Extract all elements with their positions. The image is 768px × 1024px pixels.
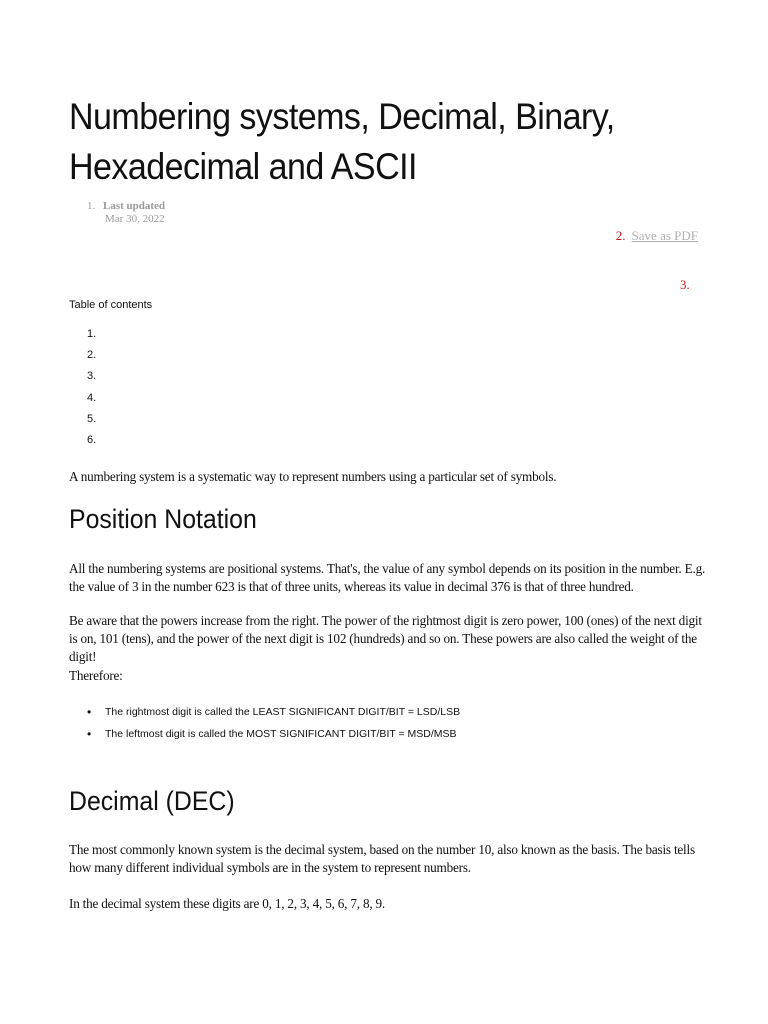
meta-number: 1. — [87, 200, 96, 212]
toc-item[interactable]: 4. — [87, 391, 97, 404]
last-updated — [87, 200, 165, 226]
decimal-paragraph-2: In the decimal system these digits are 0, 1, 2, 3, 4, 5, 6, 7, 8, 9. — [69, 896, 386, 911]
save-as-pdf-link[interactable]: Save as PDF — [631, 228, 698, 243]
position-paragraph-2: Be aware that the powers increase from the right. The power of the rightmost digit is zero power, 100 (ones) of the next digit is on, 101 (tens), and the power of the next digit is 102 (hundreds) and so on. These powers are also called the weight of the digit! — [69, 613, 702, 664]
decimal-paragraph-1: The most commonly known system is the decimal system, based on the number 10, also known as the basis. The basis tells how many different individual symbols are in the system to represent numbers. — [69, 842, 695, 875]
list-item-3: 3. — [680, 277, 690, 292]
last-updated-label: Last updated — [103, 200, 166, 212]
toc-item[interactable]: 6. — [87, 433, 97, 446]
toc-item[interactable]: 3. — [87, 370, 97, 383]
therefore-text: Therefore: — [69, 668, 123, 683]
page-title: Numbering systems, Decimal, Binary, Hexadecimal and ASCII — [69, 96, 615, 187]
save-as-pdf-item — [616, 228, 698, 244]
toc-item[interactable]: 5. — [87, 412, 97, 425]
toc-item[interactable]: 2. — [87, 349, 97, 362]
position-notation-heading: Position Notation — [69, 504, 257, 534]
decimal-heading: Decimal (DEC) — [69, 786, 235, 816]
last-updated-date: Mar 30, 2022 — [105, 213, 165, 225]
table-of-contents — [87, 327, 96, 454]
intro-paragraph: A numbering system is a systematic way to represent numbers using a particular set of symbols. — [69, 469, 557, 484]
bullet-item: • The leftmost digit is called the MOST SIGNIFICANT DIGIT/BIT = MSD/MSB — [87, 727, 460, 749]
significance-bullets — [87, 705, 460, 749]
save-number: 2. — [615, 228, 626, 243]
toc-title: Table of contents — [69, 299, 153, 311]
toc-item[interactable]: 1. — [87, 328, 97, 340]
position-paragraph-1: All the numbering systems are positional systems. That's, the value of any symbol depends on its position in the number. E.g. the value of 3 in the number 623 is that of three units, whereas its value in decimal 376 is that of three hundred. — [69, 561, 706, 594]
bullet-item: • The rightmost digit is called the LEAST SIGNIFICANT DIGIT/BIT = LSD/LSB — [87, 705, 460, 727]
